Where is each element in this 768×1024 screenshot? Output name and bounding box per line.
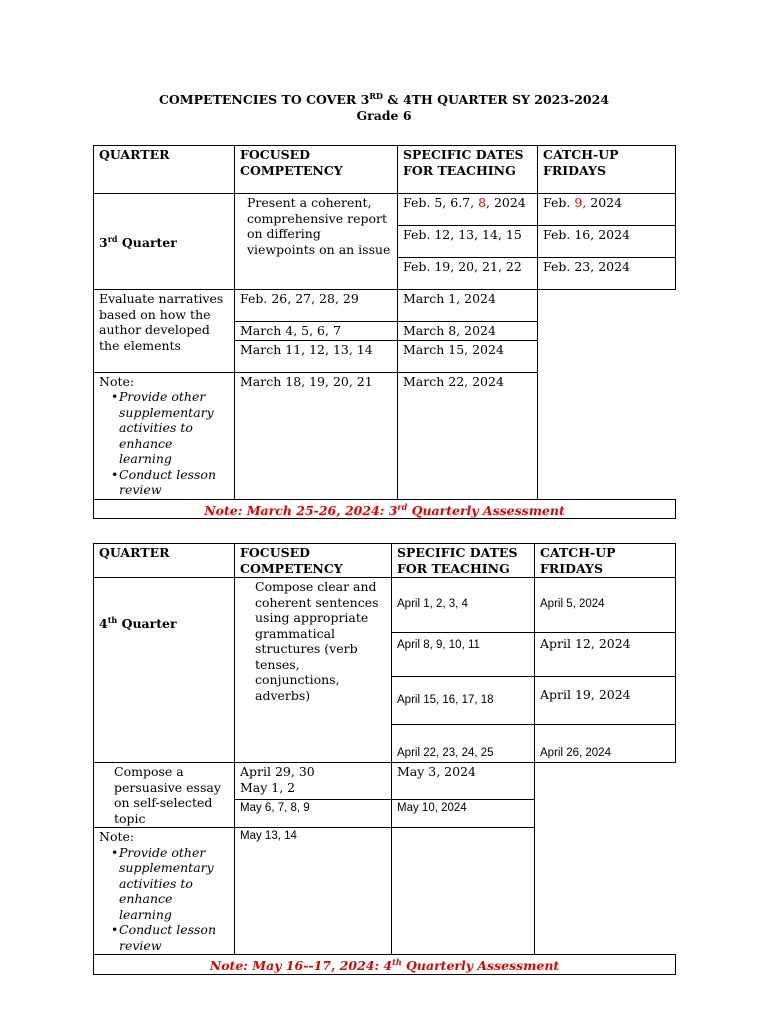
dates-cell: Feb. 12, 13, 14, 15 — [398, 226, 538, 258]
competency-cell: Compose a persuasive essay on self-selected topic — [94, 763, 235, 828]
note-item: • Conduct lesson review — [111, 467, 229, 498]
note-label: Note: — [99, 829, 135, 844]
header-fridays: CATCH-UP FRIDAYS — [535, 544, 676, 578]
note-item: • Provide other supplementary activities to enhance learning — [111, 389, 229, 467]
header-fridays: CATCH-UP FRIDAYS — [538, 146, 676, 194]
friday-cell: March 22, 2024 — [398, 372, 538, 499]
friday-cell: March 8, 2024 — [398, 322, 538, 341]
note-item: • Conduct lesson review — [111, 922, 229, 953]
title-line-2: Grade 6 — [356, 108, 412, 124]
date-line: May 1, 2 — [240, 779, 296, 795]
assessment-note: Note: March 25-26, 2024: 3rd Quarterly Assessment — [94, 499, 676, 519]
quarter-label: 3rd Quarter — [94, 194, 235, 290]
friday-cell: April 12, 2024 — [535, 633, 676, 677]
friday-cell: April 26, 2024 — [535, 725, 676, 763]
table-row — [94, 194, 676, 226]
dates-cell: April 22, 23, 24, 25 — [392, 725, 535, 763]
competency-cell: Present a coherent, comprehensive report on differing viewpoints on an issue — [235, 194, 398, 290]
note-label: Note: — [99, 373, 135, 389]
header-dates: SPECIFIC DATES FOR TEACHING — [392, 544, 535, 578]
dates-cell: March 11, 12, 13, 14 — [235, 340, 398, 372]
dates-cell: Feb. 5, 6.7, 8, 2024 — [398, 194, 538, 226]
friday-cell: Feb. 23, 2024 — [538, 258, 676, 290]
dates-cell: March 18, 19, 20, 21 — [235, 372, 398, 499]
dates-cell: Feb. 19, 20, 21, 22 — [398, 258, 538, 290]
competency-cell: Compose clear and coherent sentences using appropriate grammatical structures (verb tenses, conjunctions, adverbs) — [235, 578, 392, 763]
header-competency: FOCUSED COMPETENCY — [235, 146, 398, 194]
note-cell — [94, 372, 235, 499]
fourth-quarter-table — [93, 543, 676, 975]
header-dates: SPECIFIC DATES FOR TEACHING — [398, 146, 538, 194]
assessment-note-row — [94, 955, 676, 975]
table-row — [94, 578, 676, 633]
table-row — [94, 828, 676, 955]
assessment-note-row — [94, 499, 676, 519]
date-line: April 29, 30 — [240, 764, 315, 779]
friday-cell — [392, 828, 535, 955]
note-cell — [94, 828, 235, 955]
competency-cell: Evaluate narratives based on how the author developed the elements — [94, 290, 235, 373]
friday-cell: May 3, 2024 — [392, 763, 535, 800]
dates-cell: April 1, 2, 3, 4 — [392, 578, 535, 633]
assessment-note: Note: May 16--17, 2024: 4th Quarterly Assessment — [94, 955, 676, 975]
friday-cell: April 5, 2024 — [535, 578, 676, 633]
friday-cell: Feb. 9, 2024 — [538, 194, 676, 226]
title-line-1: COMPETENCIES TO COVER 3RD & 4TH QUARTER SY 2023-2024 — [158, 91, 610, 108]
quarter-label: 4th Quarter — [94, 578, 235, 763]
header-quarter: QUARTER — [94, 544, 235, 578]
dates-cell: Feb. 26, 27, 28, 29 — [235, 290, 398, 322]
table-header-row — [94, 146, 676, 194]
friday-cell: May 10, 2024 — [392, 800, 535, 828]
document-title — [0, 88, 768, 124]
third-quarter-table — [93, 145, 676, 519]
friday-cell: April 19, 2024 — [535, 677, 676, 725]
dates-cell — [235, 763, 392, 800]
table-row — [94, 372, 676, 499]
header-quarter: QUARTER — [94, 146, 235, 194]
friday-cell: March 1, 2024 — [398, 290, 538, 322]
table-header-row — [94, 544, 676, 578]
friday-cell: Feb. 16, 2024 — [538, 226, 676, 258]
dates-cell: March 4, 5, 6, 7 — [235, 322, 398, 341]
dates-cell: May 6, 7, 8, 9 — [235, 800, 392, 828]
friday-cell: March 15, 2024 — [398, 340, 538, 372]
header-competency: FOCUSED COMPETENCY — [235, 544, 392, 578]
dates-cell: April 15, 16, 17, 18 — [392, 677, 535, 725]
note-item: • Provide other supplementary activities to enhance learning — [111, 845, 229, 923]
dates-cell: May 13, 14 — [235, 828, 392, 955]
note-list — [99, 389, 229, 498]
dates-cell: April 8, 9, 10, 11 — [392, 633, 535, 677]
note-list — [99, 845, 229, 954]
table-row — [94, 763, 676, 800]
table-row — [94, 290, 676, 322]
